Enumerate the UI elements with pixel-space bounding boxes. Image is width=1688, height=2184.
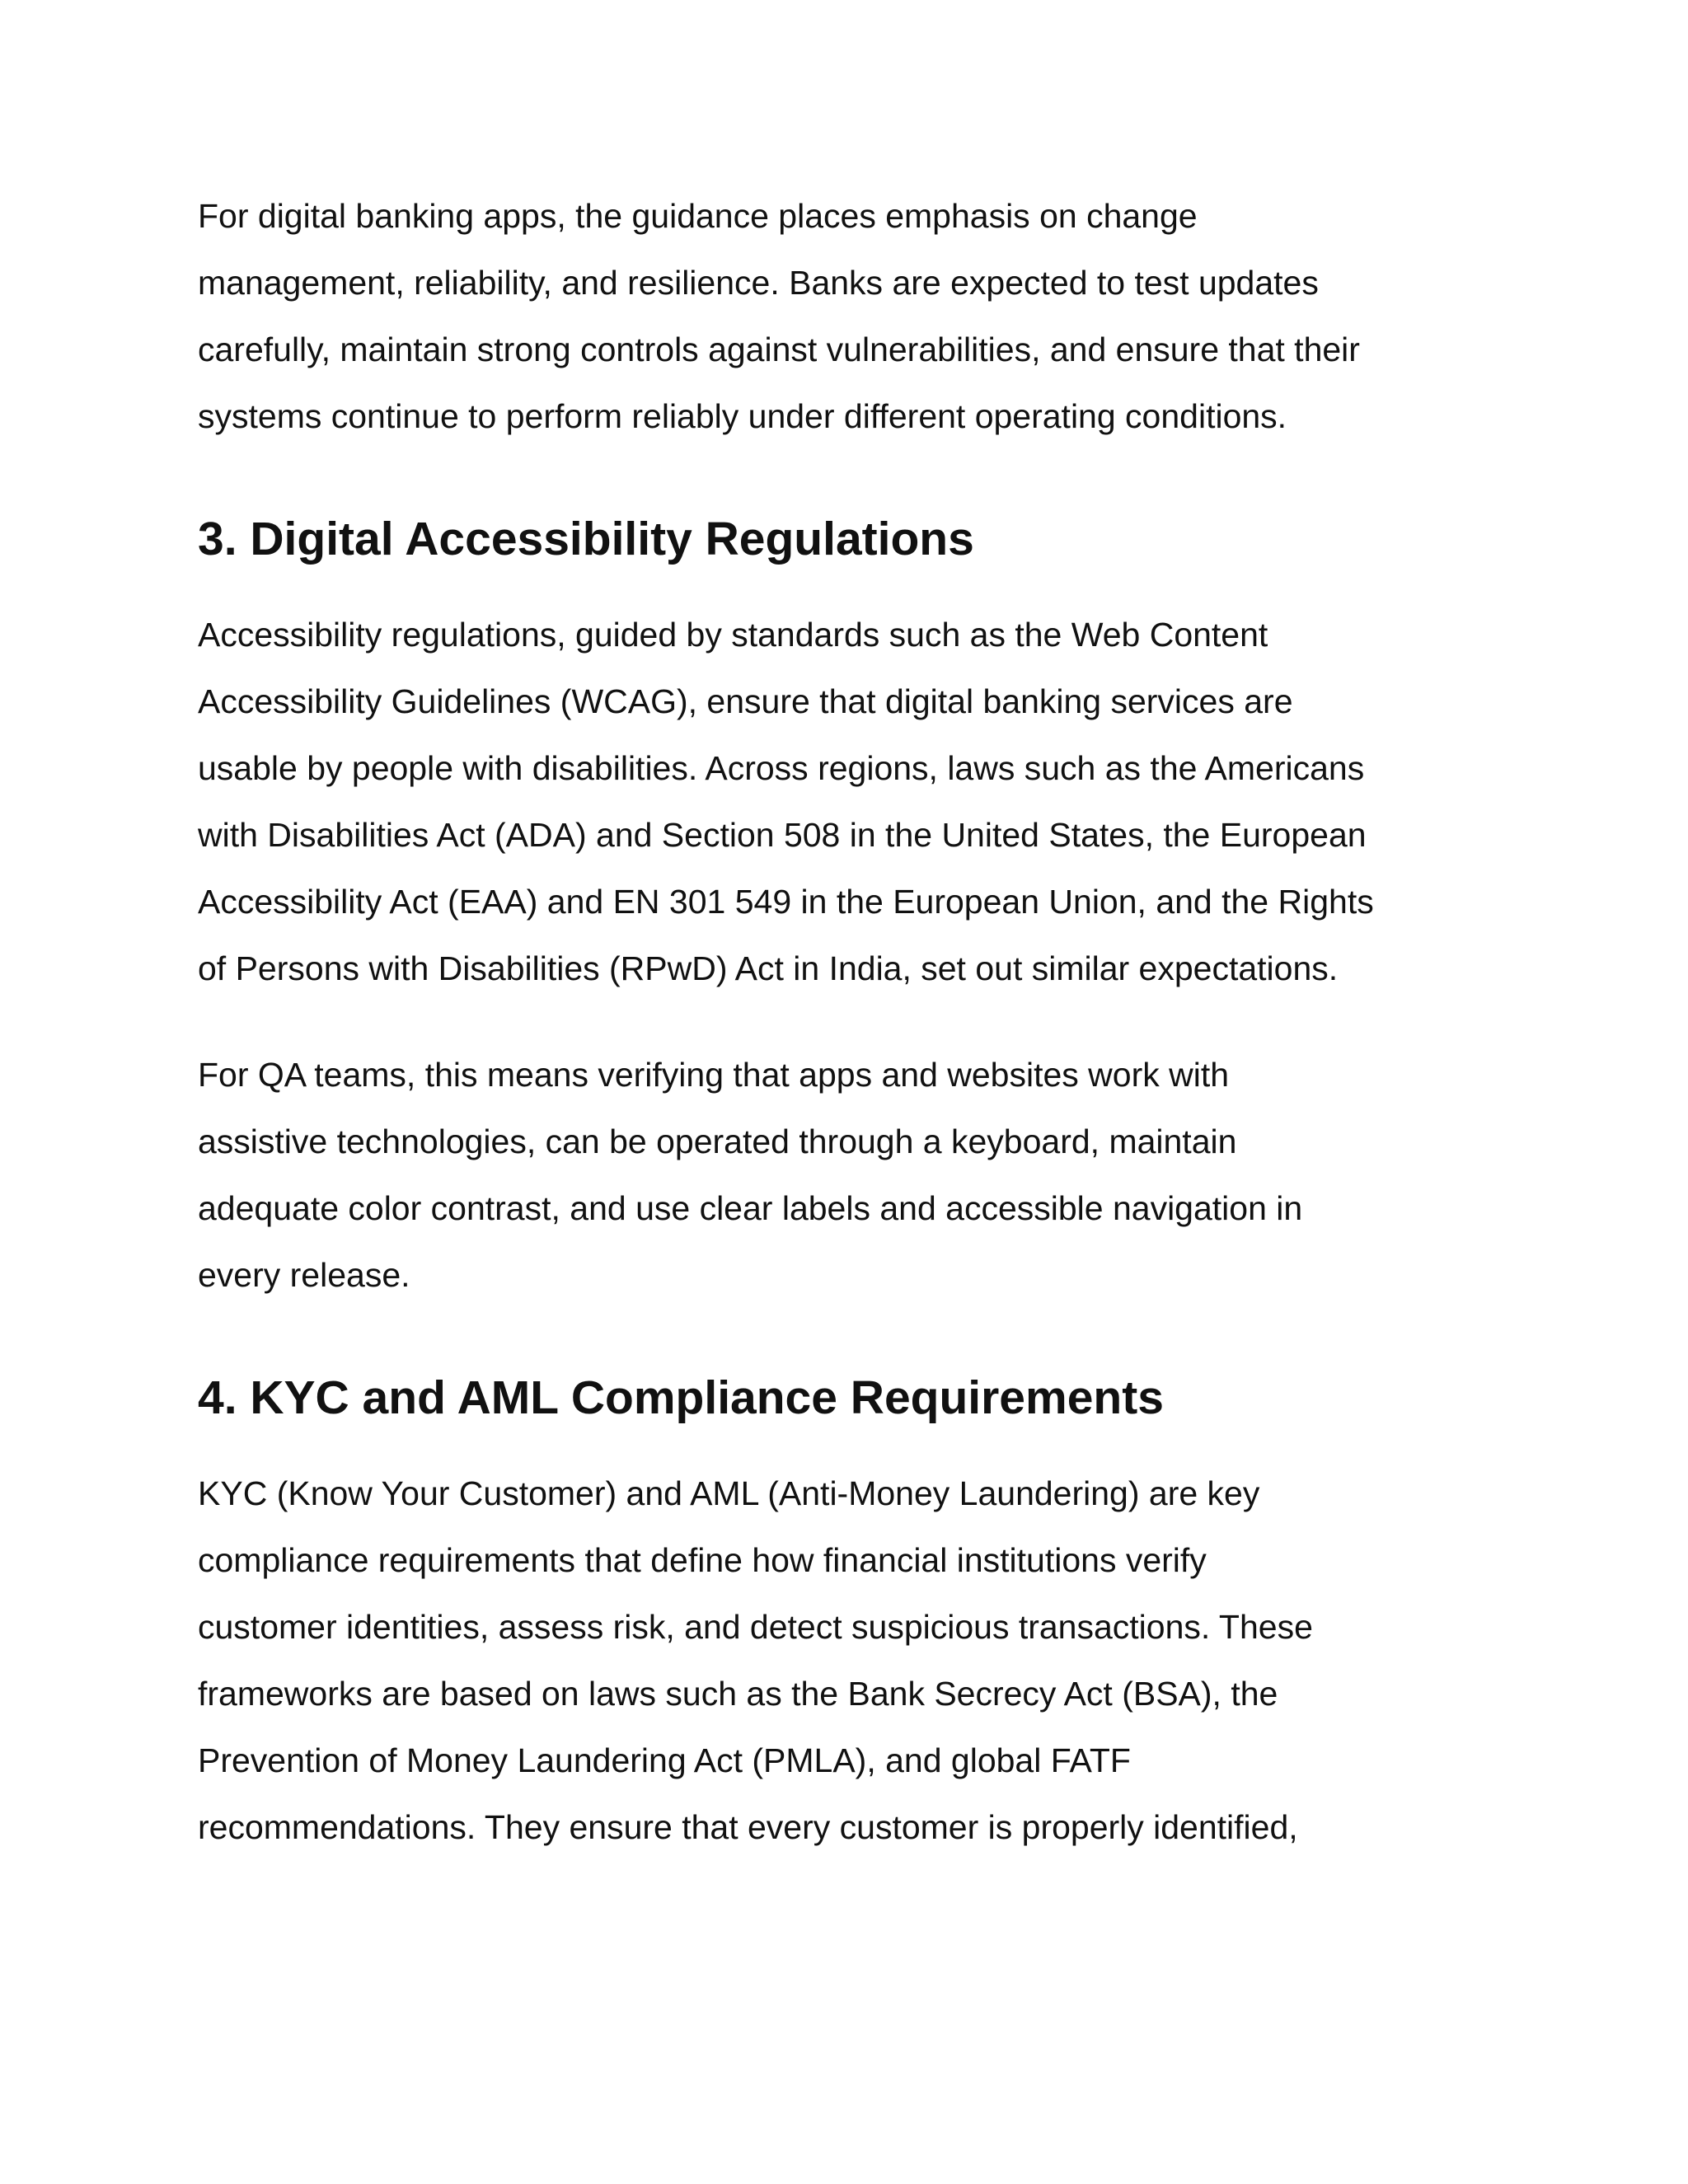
accessibility-paragraph-2 xyxy=(198,1042,1500,1309)
accessibility-paragraph-1 xyxy=(198,602,1500,1002)
text-line: carefully, maintain strong controls against vulnerabilities, and ensure that their xyxy=(198,330,1360,368)
intro-paragraph xyxy=(198,183,1500,450)
section-heading-kyc-aml: 4. KYC and AML Compliance Requirements xyxy=(198,1371,1164,1424)
text-line: of Persons with Disabilities (RPwD) Act in India, set out similar expectations. xyxy=(198,949,1339,987)
text-line: usable by people with disabilities. Across regions, laws such as the Americans xyxy=(198,749,1365,787)
text-line: For QA teams, this means verifying that apps and websites work with xyxy=(198,1056,1230,1094)
text-line: Prevention of Money Laundering Act (PMLA), and global FATF xyxy=(198,1741,1131,1779)
text-line: KYC (Know Your Customer) and AML (Anti-Money Laundering) are key xyxy=(198,1474,1260,1512)
text-line: management, reliability, and resilience. Banks are expected to test updates xyxy=(198,264,1319,302)
kyc-aml-paragraph-1 xyxy=(198,1460,1500,1861)
text-line: with Disabilities Act (ADA) and Section 508 in the United States, the European xyxy=(198,816,1367,854)
document-page xyxy=(198,183,1500,1861)
text-line: systems continue to perform reliably under different operating conditions. xyxy=(198,397,1287,435)
text-line: Accessibility regulations, guided by standards such as the Web Content xyxy=(198,616,1268,654)
text-line: customer identities, assess risk, and detect suspicious transactions. These xyxy=(198,1608,1313,1646)
text-line: Accessibility Act (EAA) and EN 301 549 in the European Union, and the Rights xyxy=(198,883,1374,921)
text-line: every release. xyxy=(198,1256,410,1294)
text-line: recommendations. They ensure that every customer is properly identified, xyxy=(198,1808,1298,1846)
text-line: assistive technologies, can be operated through a keyboard, maintain xyxy=(198,1122,1237,1160)
text-line: Accessibility Guidelines (WCAG), ensure that digital banking services are xyxy=(198,682,1293,720)
text-line: compliance requirements that define how financial institutions verify xyxy=(198,1541,1207,1579)
text-line: For digital banking apps, the guidance places emphasis on change xyxy=(198,197,1198,235)
text-line: adequate color contrast, and use clear labels and accessible navigation in xyxy=(198,1189,1303,1227)
text-line: frameworks are based on laws such as the Bank Secrecy Act (BSA), the xyxy=(198,1675,1278,1713)
section-heading-accessibility: 3. Digital Accessibility Regulations xyxy=(198,513,974,565)
